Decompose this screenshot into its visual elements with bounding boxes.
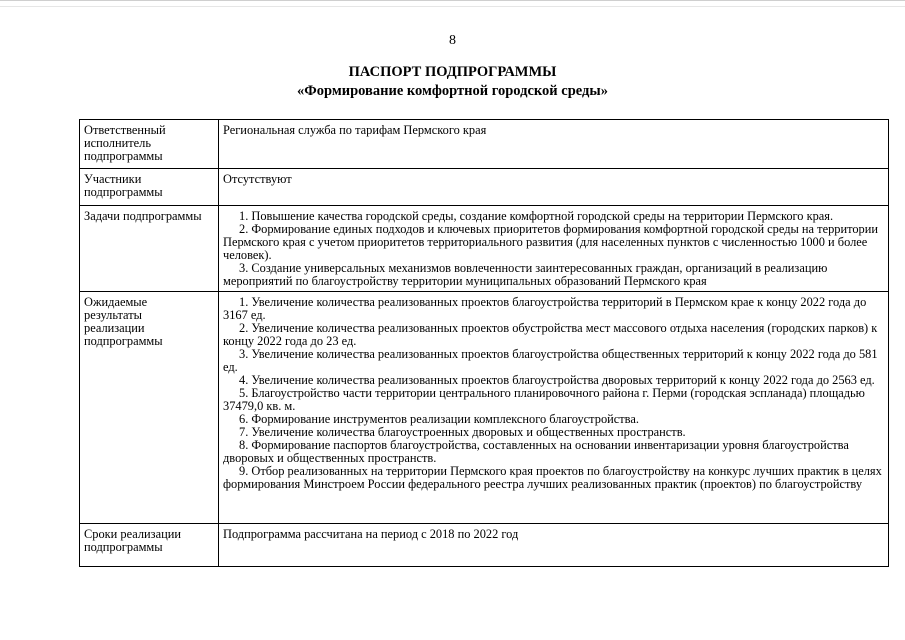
scan-top-border bbox=[0, 0, 905, 1]
label-line: Ответственный bbox=[84, 123, 166, 137]
document-title: ПАСПОРТ ПОДПРОГРАММЫ bbox=[348, 64, 557, 80]
content-paragraph: 9. Отбор реализованных на территории Пермского края проектов по благоустройству на конкурс лучших практик в целях формирования Минстроем России федерального реестра лучших реализованных практик (проектов) по благоустройству bbox=[223, 464, 882, 491]
label-line: Ожидаемые bbox=[84, 295, 148, 309]
content-paragraph: Подпрограмма рассчитана на период с 2018 по 2022 год bbox=[223, 527, 519, 541]
row-label bbox=[80, 292, 219, 524]
row-content bbox=[219, 524, 889, 567]
row-label bbox=[80, 206, 219, 292]
content-paragraph: 2. Увеличение количества реализованных проектов обустройства мест массового отдыха населения (городских парков) к концу 2022 года до 23 ед. bbox=[223, 321, 878, 348]
label-line: исполнитель bbox=[84, 136, 151, 150]
content-paragraph: 7. Увеличение количества благоустроенных дворовых и общественных пространств. bbox=[239, 425, 686, 439]
label-line: Участники bbox=[84, 172, 142, 186]
content-paragraph: 4. Увеличение количества реализованных проектов благоустройства дворовых территорий к концу 2022 года до 2563 ед. bbox=[239, 373, 875, 387]
label-line: подпрограммы bbox=[84, 334, 163, 348]
page-number: 8 bbox=[449, 33, 456, 48]
content-paragraph: 1. Повышение качества городской среды, создание комфортной городской среды на территории Пермского края. bbox=[239, 209, 834, 223]
row-label bbox=[80, 120, 219, 169]
table-row-participants bbox=[80, 169, 889, 206]
content-paragraph: 5. Благоустройство части территории центрального планировочного района г. Перми (городская эспланада) площадью 37479,0 кв. м. bbox=[223, 386, 865, 413]
label-line: подпрограммы bbox=[84, 185, 163, 199]
label-line: подпрограммы bbox=[84, 540, 163, 554]
content-paragraph: Отсутствуют bbox=[223, 172, 292, 186]
label-line: Задачи подпрограммы bbox=[84, 209, 202, 223]
content-paragraph: 3. Увеличение количества реализованных проектов благоустройства общественных территорий к концу 2022 года до 581 ед. bbox=[223, 347, 878, 374]
row-label bbox=[80, 524, 219, 567]
document-subtitle: «Формирование комфортной городской среды» bbox=[297, 83, 608, 99]
content-paragraph: 1. Увеличение количества реализованных проектов благоустройства территорий в Пермском крае к концу 2022 года до 3167 ед. bbox=[223, 295, 867, 322]
table-row-timeframe bbox=[80, 524, 889, 567]
scan-top-border-faint bbox=[0, 6, 905, 7]
row-content bbox=[219, 120, 889, 169]
content-paragraph: Региональная служба по тарифам Пермского края bbox=[223, 123, 487, 137]
row-content bbox=[219, 169, 889, 206]
label-line: результаты bbox=[84, 308, 142, 322]
content-paragraph: 2. Формирование единых подходов и ключевых приоритетов формирования комфортной городской среды на территории Пермского края с учетом приоритетов территориального развития (для населенных пунктов с численностью 1000 и более человек). bbox=[223, 222, 878, 262]
content-paragraph: 3. Создание универсальных механизмов вовлеченности заинтересованных граждан, организаций в реализацию мероприятий по благоустройству территории муниципальных образований Пермского края bbox=[223, 261, 828, 288]
passport-table bbox=[79, 119, 889, 567]
label-line: реализации bbox=[84, 321, 145, 335]
content-paragraph: 8. Формирование паспортов благоустройства, составленных на основании инвентаризации уровня благоустройства дворовых и общественных пространств. bbox=[223, 438, 849, 465]
row-label bbox=[80, 169, 219, 206]
table-row-responsible bbox=[80, 120, 889, 169]
row-content bbox=[219, 292, 889, 524]
label-line: Сроки реализации bbox=[84, 527, 181, 541]
table-row-expected-results bbox=[80, 292, 889, 524]
content-paragraph: 6. Формирование инструментов реализации комплексного благоустройства. bbox=[239, 412, 639, 426]
table-row-tasks bbox=[80, 206, 889, 292]
row-content bbox=[219, 206, 889, 292]
label-line: подпрограммы bbox=[84, 149, 163, 163]
